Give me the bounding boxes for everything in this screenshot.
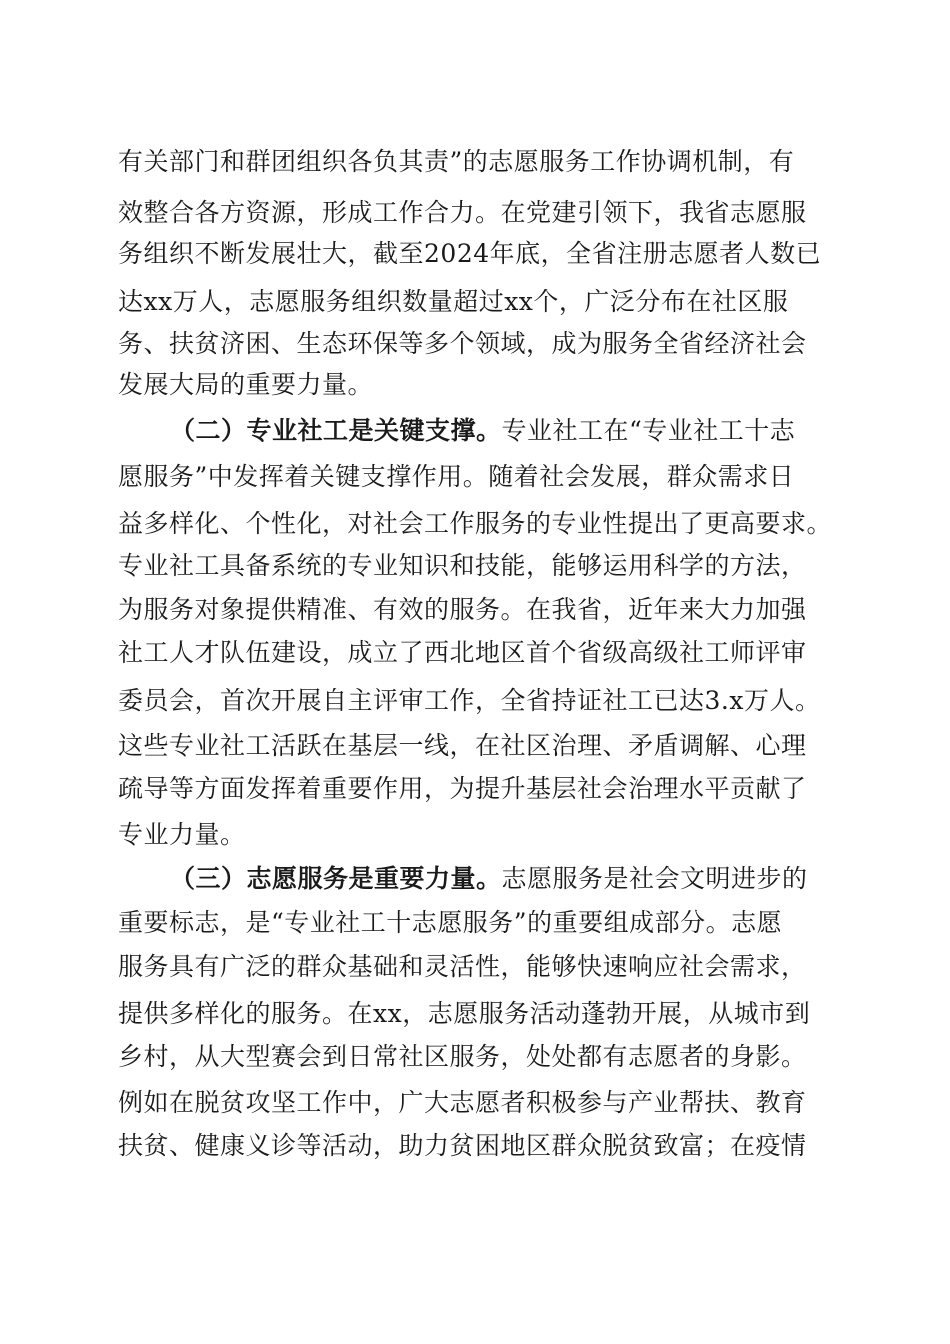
text-line: 社工人才队伍建设，成立了西北地区首个省级高级社工师评审 <box>118 638 807 667</box>
text-line: 委员会，首次开展自主评审工作，全省持证社工已达3.x万人。 <box>118 686 821 715</box>
text-line: 益多样化、个性化，对社会工作服务的专业性提出了更高要求。 <box>118 509 833 538</box>
section-2-first-line <box>170 414 840 448</box>
section-3-first-line-text: 志愿服务是社会文明进步的 <box>501 864 808 893</box>
text-line: 为服务对象提供精准、有效的服务。在我省，近年来大力加强 <box>118 595 807 624</box>
text-line: 有关部门和群团组织各负其责”的志愿服务工作协调机制，有 <box>118 147 795 176</box>
text-line: 这些专业社工活跃在基层一线，在社区治理、矛盾调解、心理 <box>118 731 807 760</box>
text-line: 达xx万人，志愿服务组织数量超过xx个，广泛分布在社区服 <box>118 287 789 316</box>
text-line: 专业力量。 <box>118 820 246 849</box>
text-line: 务组织不断发展壮大，截至2024年底，全省注册志愿者人数已 <box>118 239 822 268</box>
text-line: 效整合各方资源，形成工作合力。在党建引领下，我省志愿服 <box>118 198 807 227</box>
text-line: 扶贫、健康义诊等活动，助力贫困地区群众脱贫致富；在疫情 <box>118 1131 807 1160</box>
text-line: 提供多样化的服务。在xx，志愿服务活动蓬勃开展，从城市到 <box>118 999 811 1028</box>
section-3-first-line <box>170 862 840 896</box>
text-line: 愿服务”中发挥着关键支撑作用。随着社会发展，群众需求日 <box>118 462 795 491</box>
text-line: 乡村，从大型赛会到日常社区服务，处处都有志愿者的身影。 <box>118 1042 807 1071</box>
text-line: 重要标志，是“专业社工十志愿服务”的重要组成部分。志愿 <box>118 908 783 937</box>
section-2-heading: （二）专业社工是关键支撑。 <box>170 416 502 445</box>
text-line: 务、扶贫济困、生态环保等多个领域，成为服务全省经济社会 <box>118 329 807 358</box>
text-line: 专业社工具备系统的专业知识和技能，能够运用科学的方法， <box>118 551 807 580</box>
text-line: 发展大局的重要力量。 <box>118 370 374 399</box>
text-line: 服务具有广泛的群众基础和灵活性，能够快速响应社会需求， <box>118 952 807 981</box>
section-3-heading: （三）志愿服务是重要力量。 <box>170 864 502 893</box>
text-line: 疏导等方面发挥着重要作用，为提升基层社会治理水平贡献了 <box>118 774 807 803</box>
text-line: 例如在脱贫攻坚工作中，广大志愿者积极参与产业帮扶、教育 <box>118 1088 807 1117</box>
section-2-first-line-text: 专业社工在“专业社工十志 <box>501 416 796 445</box>
